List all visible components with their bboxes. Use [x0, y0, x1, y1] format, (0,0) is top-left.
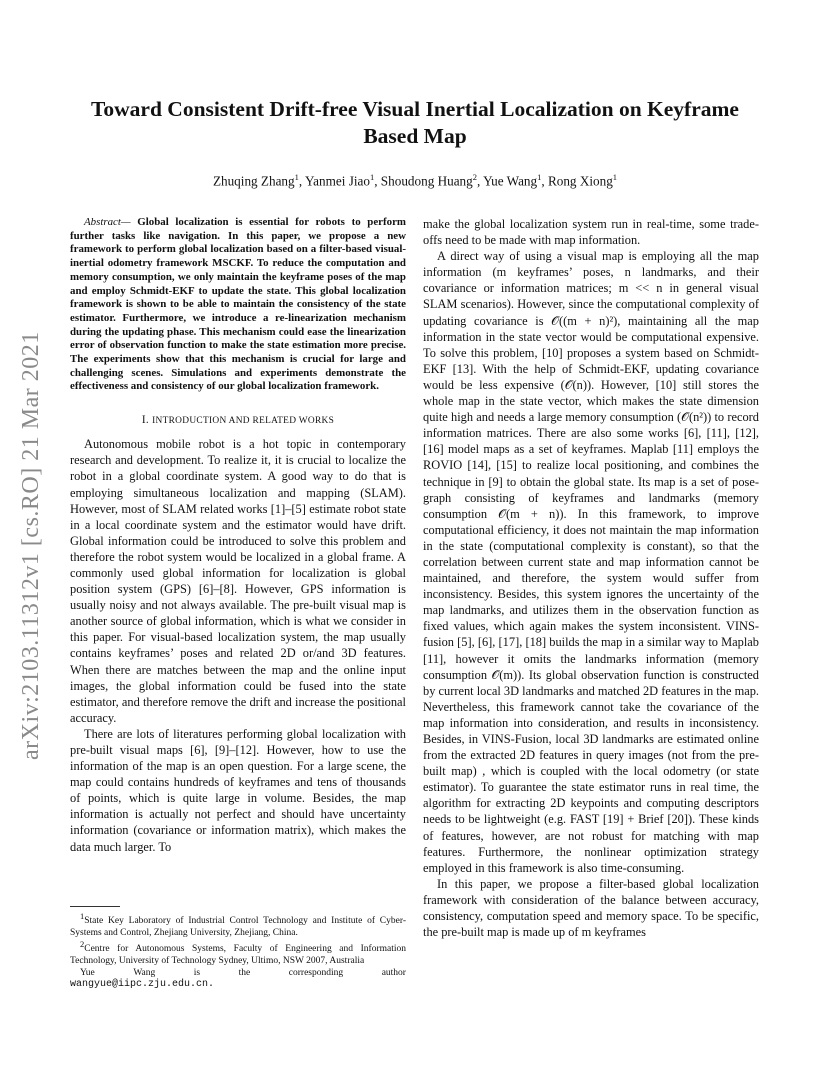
- section-title: INTRODUCTION AND RELATED WORKS: [152, 416, 335, 427]
- footnote-text: State Key Laboratory of Industrial Control Technology and Institute of Cyber-Systems and Control, Zhejiang University, Zhejiang, China.: [70, 916, 406, 938]
- abstract-label: Abstract: [84, 216, 121, 228]
- corresponding-author-line: [70, 968, 406, 980]
- corr-word: author: [381, 967, 406, 978]
- footnote-rule: [70, 906, 120, 907]
- author-name: Yanmei Jiao: [304, 173, 370, 189]
- footnote-mark: 2: [80, 939, 85, 950]
- body-paragraph: A direct way of using a visual map is employing all the map information (m keyframes’ poses, n landmarks, and their covariance or information matrices; m << n in general visual SLAM scenarios). However, since the computational complexity of updating covariance is 𝒪((m + n)²), maintaining all the map information in the state vector would be computational expensive. To solve this problem, [10] proposes a system based on Schmidt-EKF [13]. With the help of Schmidt-EKF, updating covariance would be less expensive (𝒪(n)). However, [10] still stores the whole map in the state vector, which makes the state dimension quite high and needs a large memory consumption (𝒪(n²)) to record information matrices. There are also some works [6], [11], [12], [16] model maps as a set of keyframes. Maplab [11] employs the ROVIO [14], [15] to realize local positioning, and combines the technique in [9] to obtain the global state. Its map is a set of pose-graph consisting of keyframes and landmarks (memory consumption 𝒪(m + n)). In this framework, to improve computational efficiency, it does not maintain the map information in the state (computational complexity is constant), so that the correlation between current state and map information cannot be maintained, and therefore, the system would suffer from inconsistency. Besides, this system ignores the uncertainty of the map landmarks, and utilizes them in the observation function as fixed values, which again makes the system inconsistent. VINS-fusion [5], [6], [17], [18] builds the map in a similar way to Maplab [11], however it omits the landmarks information (memory consumption 𝒪(m)). Its global observation function is constructed by current local 3D landmarks and matched 2D features in the map. Nevertheless, this framework cannot take the covariance of the map information into consideration, and results in inconsistency. Besides, in VINS-Fusion, local 3D landmarks are estimated online from the extracted 2D features in query images (not from the pre-built map) , which is coupled with the local odometry (or state estimator). To guarantee the state estimator runs in real time, the algorithm for extracting 2D keypoints and computing descriptors needs to be lightweight (e.g. FAST [19] + Brief [20]). These kinds of features, however, are not robust for matching with map features. Furthermore, the nonlinear optimization strategy employed in this framework is also time-consuming.: [423, 249, 759, 875]
- footnote-text: Centre for Autonomous Systems, Faculty of Engineering and Information Technology, University of Technology Sydney, Ultimo, NSW 2007, Australia: [70, 944, 406, 967]
- corr-word: the: [238, 967, 251, 978]
- arxiv-stamp: arXiv:2103.11312v1 [cs.RO] 21 Mar 2021: [18, 331, 44, 760]
- abstract: Abstract— Global localization is essential for robots to perform further tasks like navigation. In this paper, we propose a new framework to perform global localization based on a filter-based visual-inertial odometry framework MSCKF. To reduce the computation and memory consumption, we only maintain the keyframe poses of the map and employ Schmidt-EKF to update the state. This global localization framework is shown to be able to maintain the consistency of the state estimator. Furthermore, we introduce a re-linearization mechanism during the updating phase. This mechanism could ease the linearization error of observation function to make the state estimation more precise. The experiments show that this mechanism is crucial for large and challenging scenes. Simulations and experiments demonstrate the effectiveness and consistency of our global localization framework.: [70, 216, 406, 393]
- corr-word: Yue: [80, 967, 95, 978]
- footnote: [70, 939, 406, 967]
- footnote-mark: 1: [80, 911, 85, 921]
- section-numeral: I.: [141, 414, 149, 427]
- paper-title: Toward Consistent Drift-free Visual Inertial Localization on Keyframe Based Map: [91, 97, 739, 148]
- author-name: Shoudong Huang: [380, 173, 473, 189]
- body-paragraph: Autonomous mobile robot is a hot topic in contemporary research and development. To realize it, it is crucial to localize the robot in a global coordinate system. A good way to do that is employing simultaneous localization and mapping (SLAM). However, most of SLAM related works [1]–[5] estimate robot state in a local coordinate system and the estimator would have drift. Global information could be introduced to solve this problem and therefore the robot system would be localized in a global frame. A commonly used global information for localization is global position system (GPS) [6]–[8]. However, GPS information is usually noisy and not always available. The pre-built visual map is another source of global information, which is what we consider in this paper. For visual-based localization system, the map usually contains keyframes’ poses and related 2D or/and 3D features. When there are matches between the map and the online input images, the global information could be fused into the state estimator, and therefore remove the drift and increase the positional accuracy.: [70, 437, 406, 725]
- corr-word: Wang: [133, 967, 156, 978]
- author-name: Rong Xiong: [547, 173, 613, 189]
- affiliation-mark: 1: [369, 172, 375, 182]
- corr-word: corresponding: [288, 967, 344, 978]
- author-name: Yue Wang: [483, 173, 538, 189]
- footnote: [70, 911, 406, 939]
- footnotes: [70, 906, 406, 991]
- affiliation-mark: 1: [537, 172, 542, 182]
- corresponding-email[interactable]: wangyue@iipc.zju.edu.cn.: [70, 979, 215, 991]
- corr-word: is: [193, 967, 201, 978]
- body-paragraph: There are lots of literatures performing global localization with pre-built visual maps [6], [9]–[12]. However, how to use the information of the map is an open question. For a large scene, the map could contains hundreds of keyframes and tens of thousands of points, which is quite large in volume. Besides, the map information is actually not perfect and should have uncertainty information (covariance or information matrix), which makes the data much larger. To: [70, 726, 406, 854]
- body-paragraph: make the global localization system run in real-time, some trade-offs need to be made with map information.: [423, 217, 759, 248]
- abstract-text: Global localization is essential for robots to perform further tasks like navigation. In this paper, we propose a new framework to perform global localization based on a filter-based visual-inertial odometry framework MSCKF. To reduce the computation and memory consumption, we only maintain the keyframe poses of the map and employ Schmidt-EKF to update the state. This global localization framework is shown to be able to maintain the consistency of the state estimator. Furthermore, we introduce a re-linearization mechanism during the updating phase. This mechanism could ease the linearization error of observation function to make the state estimation more precise. The experiments show that this mechanism is crucial for large and challenging scenes. Simulations and experiments demonstrate the effectiveness and consistency of our global localization framework.: [70, 216, 406, 393]
- affiliation-mark: 1: [294, 172, 299, 182]
- right-column: [423, 216, 759, 940]
- body-paragraph: In this paper, we propose a filter-based global localization framework with consideration of the balance between accuracy, consistency, computation speed and memory space. To be specific, the pre-built map is made up of m keyframes: [423, 876, 759, 940]
- left-column: [70, 216, 406, 855]
- affiliation-mark: 2: [472, 172, 477, 182]
- section-heading: [70, 412, 406, 429]
- author-list: Zhuqing Zhang$^1$, Yanmei Jiao$^1$, Shoudong Huang$^2$, Yue Wang$^1$, Rong Xiong$^1$: [212, 172, 618, 189]
- author-name: Zhuqing Zhang: [212, 173, 295, 189]
- affiliation-mark: 1: [612, 172, 618, 182]
